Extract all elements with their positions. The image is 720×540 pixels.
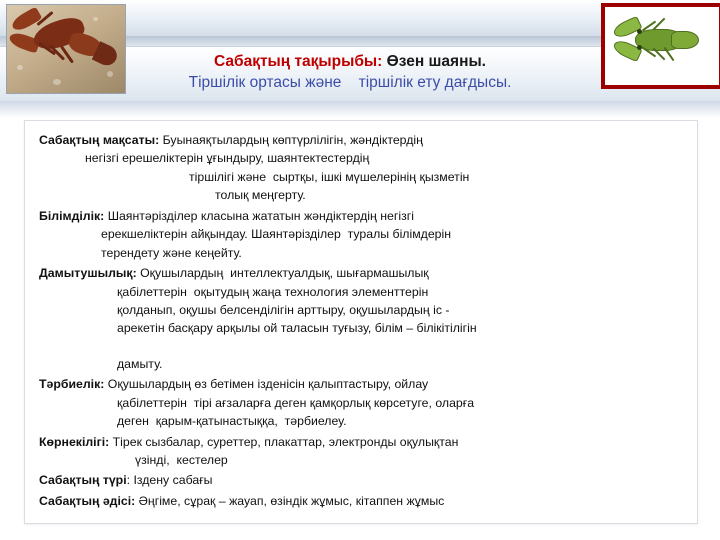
photo-speck <box>107 71 113 77</box>
title-line-2: Тіршілік ортасы және тіршілік ету дағдысы. <box>188 73 512 91</box>
photo-speck <box>53 79 61 85</box>
objective-line: деген қарым-қатынастыққа, тәрбиелеу. <box>117 414 347 429</box>
objective-heading-line <box>39 375 685 393</box>
objective-block <box>39 207 685 262</box>
objective-line: негізгі ерешеліктерін ұғындыру, шаянтектестердің <box>85 151 370 166</box>
objective-label: Дамытушылық: <box>39 266 137 281</box>
title-label: Сабақтың тақырыбы: <box>214 53 383 70</box>
objective-block <box>39 471 685 489</box>
objective-first-line: Әңгіме, сұрақ – жауап, өзіндік жұмыс, кітаппен жұмыс <box>135 493 445 508</box>
objective-label: Сабақтың түрі <box>39 473 127 488</box>
photo-speck <box>93 17 98 21</box>
photo-speck <box>17 65 23 70</box>
objective-first-line: Тірек сызбалар, суреттер, плакаттар, электронды оқулықтан <box>109 434 459 449</box>
slide-title <box>110 52 590 94</box>
objective-block <box>39 264 685 373</box>
objective-line: қолданып, оқушы белсенділігін арттыру, оқушылардың іс - <box>117 302 450 317</box>
objective-line: тіршілігі және сыртқы, ішкі мүшелерінің қызметін <box>189 169 470 184</box>
objective-spacer <box>39 338 685 355</box>
objective-line: ерекшеліктерін айқындау. Шаянтәрізділер туралы білімдерін <box>101 227 452 242</box>
objective-first-line: Оқушылардың интеллектуалдық, шығармашылық <box>136 266 429 281</box>
objective-heading-line <box>39 131 685 149</box>
objective-heading-line <box>39 207 685 225</box>
title-line-1 <box>110 52 590 73</box>
objective-block <box>39 375 685 430</box>
objective-first-line: Оқушылардың өз бетімен ізденісін қалыптастыру, ойлау <box>104 377 429 392</box>
objective-line: толық меңгерту. <box>215 188 306 203</box>
objective-block <box>39 131 685 205</box>
objective-heading-line <box>39 433 685 451</box>
clipart-background <box>605 7 719 85</box>
objective-first-line: Буынаяқтылардың көптүрлілігін, жәндіктердің <box>159 133 423 147</box>
objective-label: Сабақтың әдісі: <box>39 493 136 508</box>
clipart-tail <box>671 31 699 49</box>
objective-heading-line <box>39 492 685 510</box>
objective-block <box>39 433 685 470</box>
crayfish-clipart <box>601 3 720 89</box>
objective-block <box>39 492 685 510</box>
crayfish-photo <box>6 4 126 94</box>
title-topic: Өзен шаяны. <box>386 53 486 70</box>
objective-heading-line <box>39 264 685 282</box>
objective-heading-line <box>39 471 685 489</box>
objective-line: терендету және кеңейту. <box>101 245 242 260</box>
header-stripe-bottom <box>0 101 720 118</box>
objective-line: үзінді, кестелер <box>135 453 228 467</box>
objective-line: арекетін басқару арқылы ой таласын туғызу, білім – білікітілігін <box>117 321 477 336</box>
objective-first-line: : Іздену сабағы <box>126 473 213 488</box>
lesson-objectives-panel <box>24 120 698 524</box>
objective-label: Білімділік: <box>39 208 105 223</box>
objective-line: дамыту. <box>117 356 163 371</box>
objective-first-line: Шаянтәрізділер класына жататын жәндіктердің негізгі <box>104 208 414 223</box>
objective-label: Сабақтың мақсаты: <box>39 133 160 147</box>
objective-line: қабілеттерін оқытудың жаңа технология элементтерін <box>117 284 429 299</box>
objective-label: Көрнекілігі: <box>39 434 110 449</box>
objective-line: қабілеттерін тірі ағзаларға деген қамқорлық көрсетуге, оларға <box>117 395 475 410</box>
objective-label: Тәрбиелік: <box>39 377 105 392</box>
